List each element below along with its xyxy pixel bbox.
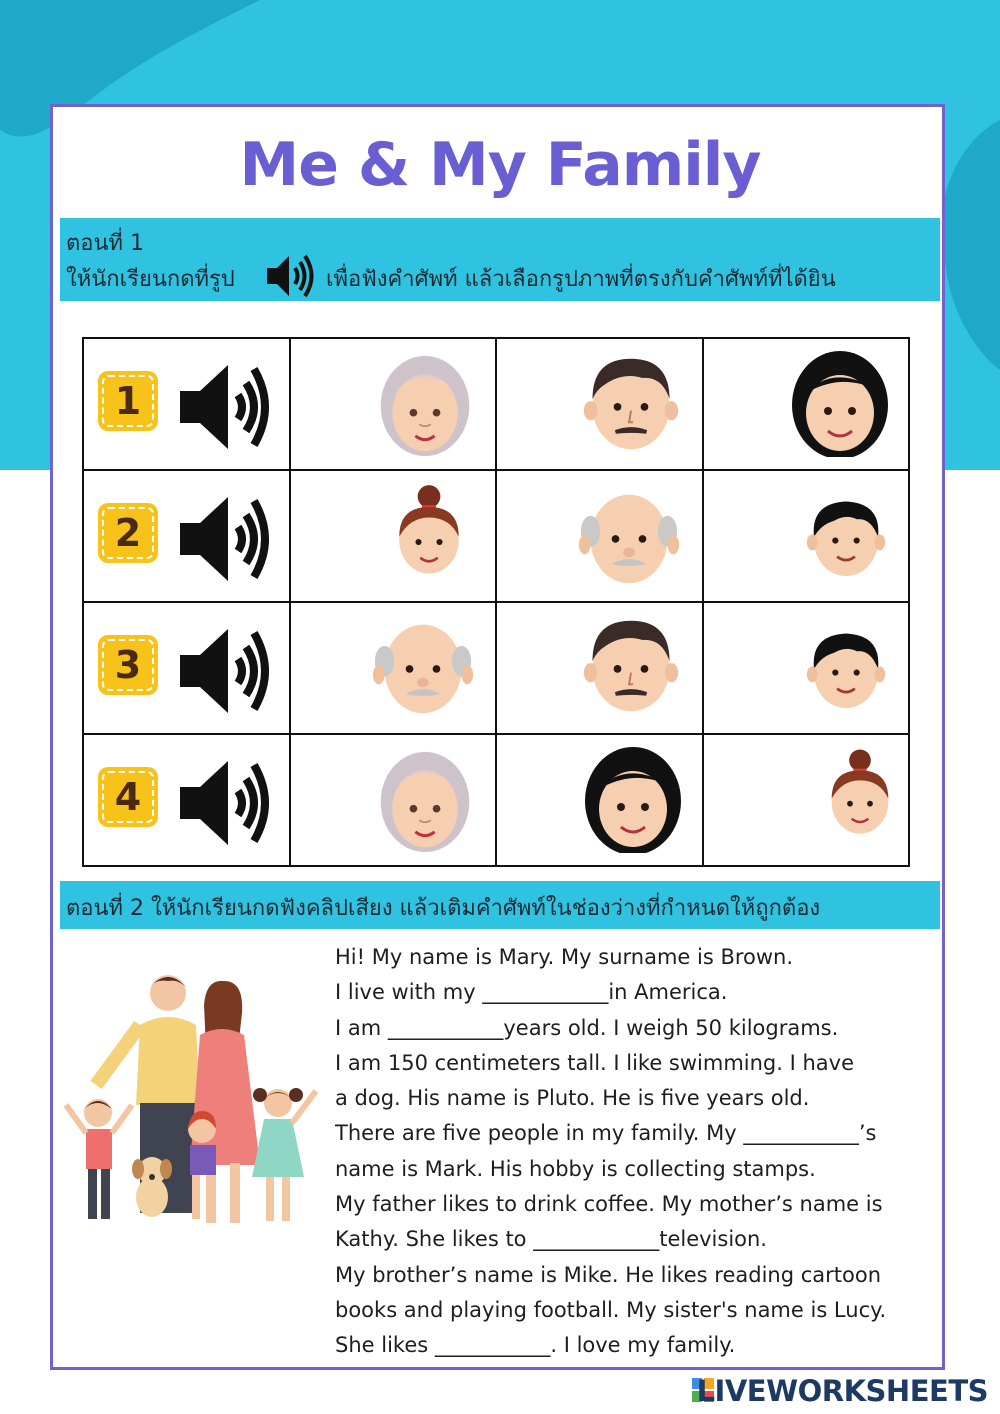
grandfather-face-icon bbox=[371, 615, 475, 719]
story-line: I live with my ____________in America. bbox=[335, 980, 728, 1005]
audio-cell bbox=[83, 602, 290, 734]
story-line: My father likes to drink coffee. My mother’s name is bbox=[335, 1192, 883, 1217]
speaker-icon bbox=[265, 252, 317, 300]
sister-face-icon bbox=[820, 747, 900, 847]
story-line: Hi! My name is Mary. My surname is Brown. bbox=[335, 945, 794, 969]
option-cell[interactable] bbox=[496, 470, 703, 602]
option-cell[interactable] bbox=[290, 734, 497, 866]
option-cell[interactable] bbox=[290, 602, 497, 734]
number-badge bbox=[98, 767, 158, 827]
speaker-icon[interactable] bbox=[176, 491, 276, 587]
audio-cell bbox=[83, 338, 290, 470]
table-row bbox=[83, 338, 909, 470]
option-cell[interactable] bbox=[703, 470, 910, 602]
part1-instruction-after: เพื่อฟังคำศัพท์ แล้วเลือกรูปภาพที่ตรงกับคำศัพท์ที่ได้ยิน bbox=[326, 267, 836, 292]
story-line: There are five people in my family. My ___________’s bbox=[335, 1121, 877, 1146]
row-number: 3 bbox=[114, 643, 142, 687]
option-cell[interactable] bbox=[496, 734, 703, 866]
number-badge bbox=[98, 371, 158, 431]
row-number: 1 bbox=[114, 379, 142, 423]
grandfather-face-icon bbox=[577, 485, 681, 589]
story-line: a dog. His name is Pluto. He is five years old. bbox=[335, 1086, 810, 1111]
table-row bbox=[83, 602, 909, 734]
speaker-icon[interactable] bbox=[176, 359, 276, 455]
story-line: name is Mark. His hobby is collecting stamps. bbox=[335, 1156, 816, 1181]
page-title: Me & My Family bbox=[239, 130, 761, 200]
option-cell[interactable] bbox=[703, 602, 910, 734]
footer-brand[interactable]: LIVEWORKSHEETS bbox=[696, 1374, 988, 1408]
grandmother-face-icon bbox=[377, 353, 473, 457]
father-face-icon bbox=[583, 613, 679, 717]
mother-face-icon bbox=[790, 349, 890, 457]
brother-face-icon bbox=[802, 489, 890, 585]
story-line: I am 150 centimeters tall. I like swimming. I have bbox=[335, 1050, 855, 1075]
row-number: 4 bbox=[114, 775, 142, 819]
story-line: My brother’s name is Mike. He likes reading cartoon bbox=[335, 1262, 882, 1287]
father-face-icon bbox=[583, 351, 679, 455]
listening-table bbox=[82, 337, 910, 867]
option-cell[interactable] bbox=[290, 338, 497, 470]
option-cell[interactable] bbox=[290, 470, 497, 602]
option-cell[interactable] bbox=[496, 338, 703, 470]
table-row bbox=[83, 734, 909, 866]
option-cell[interactable] bbox=[496, 602, 703, 734]
story-line: She likes ___________. I love my family. bbox=[335, 1333, 736, 1358]
story-line: I am ___________years old. I weigh 50 kilograms. bbox=[335, 1015, 839, 1040]
brother-face-icon bbox=[802, 621, 890, 717]
story-text bbox=[335, 940, 935, 1364]
grandmother-face-icon bbox=[377, 749, 473, 853]
part1-instruction-band bbox=[60, 218, 940, 301]
table-row bbox=[83, 470, 909, 602]
speaker-icon[interactable] bbox=[176, 755, 276, 851]
part1-instruction-before: ให้นักเรียนกดที่รูป bbox=[66, 267, 235, 292]
part1-heading: ตอนที่ 1 bbox=[66, 231, 145, 256]
option-cell[interactable] bbox=[703, 338, 910, 470]
speaker-icon[interactable] bbox=[176, 623, 276, 719]
family-illustration bbox=[60, 965, 320, 1235]
part2-heading: ตอนที่ 2 ให้นักเรียนกดฟังคลิปเสียง แล้วเติมคำศัพท์ในช่องว่างที่กำหนดให้ถูกต้อง bbox=[66, 896, 821, 921]
option-cell[interactable] bbox=[703, 734, 910, 866]
audio-cell bbox=[83, 470, 290, 602]
number-badge bbox=[98, 503, 158, 563]
story-line: books and playing football. My sister's name is Lucy. bbox=[335, 1297, 887, 1322]
number-badge bbox=[98, 635, 158, 695]
audio-cell bbox=[83, 734, 290, 866]
sister-face-icon bbox=[387, 485, 471, 585]
row-number: 2 bbox=[114, 511, 142, 555]
mother-face-icon bbox=[583, 745, 683, 853]
part2-instruction-band bbox=[60, 881, 940, 929]
story-line: Kathy. She likes to ____________television. bbox=[335, 1227, 767, 1252]
